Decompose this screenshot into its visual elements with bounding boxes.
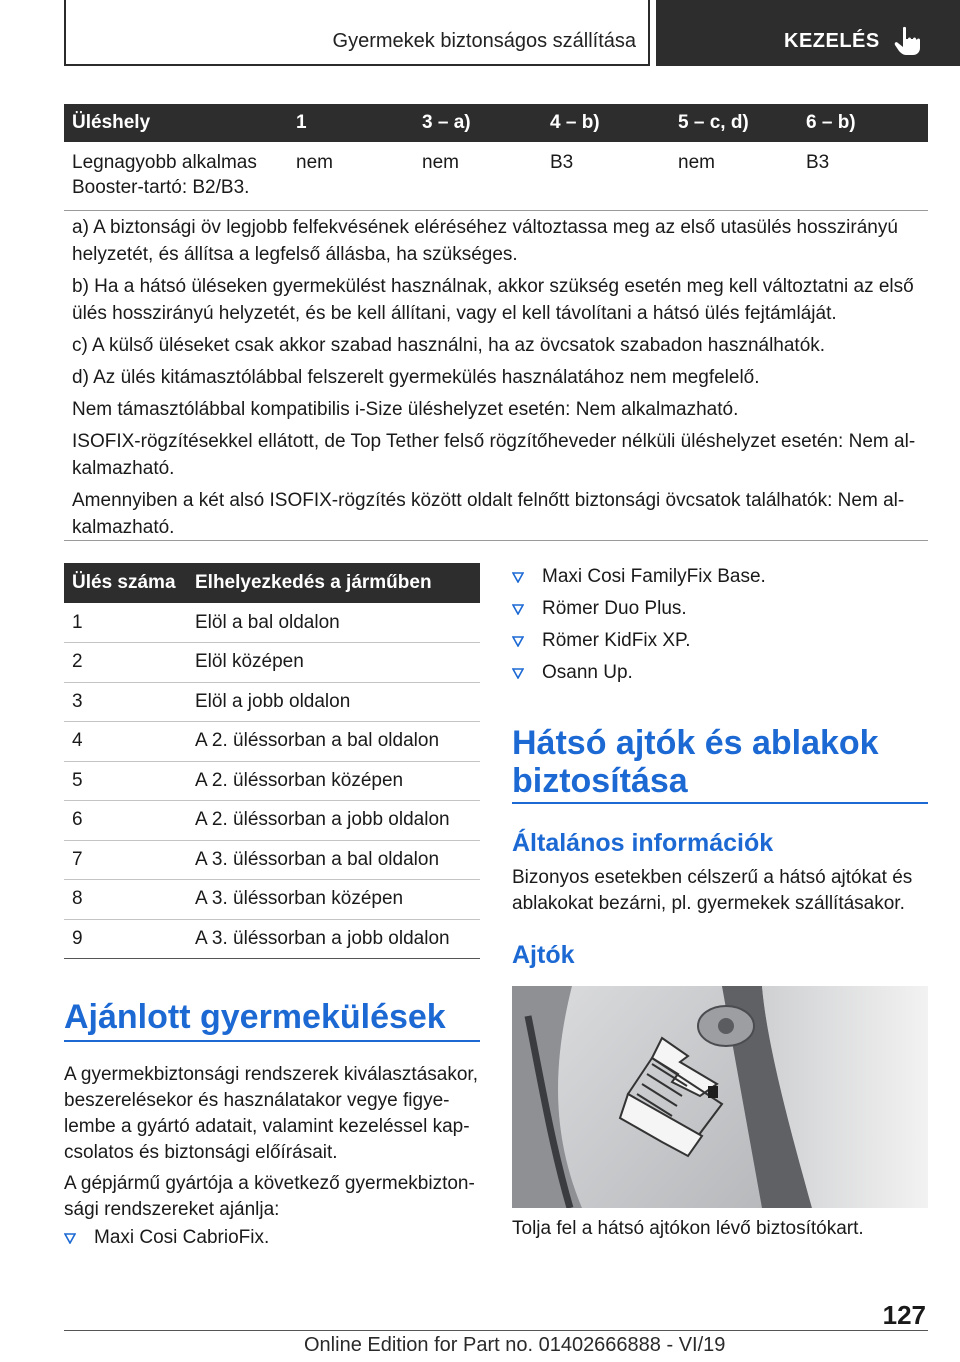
- pointing-hand-icon: [894, 26, 922, 56]
- table-notes: [72, 214, 928, 546]
- footer-edition: Online Edition for Part no. 01402666888 - VI/19: [304, 1334, 726, 1356]
- table-cell: 2: [64, 643, 187, 683]
- list-item-label: Osann Up.: [542, 662, 633, 683]
- table-row: [64, 880, 480, 920]
- table-header-cell: Ülés száma: [64, 563, 187, 603]
- chapter-label: KEZELÉS: [784, 30, 880, 52]
- list-item-label: Maxi Cosi CabrioFix.: [94, 1227, 270, 1248]
- body-paragraph: A gyermekbiztonsági rendszerek kiválasztásakor, beszerelésekor és használatakor vegye figyelembe a gyártó adatait, valamint kezeléssel kapcsolatos és biztonsági előírásait.: [64, 1064, 478, 1163]
- recommended-heading: Ajánlott gyermekülések: [64, 998, 446, 1036]
- table-cell: A 2. üléssorban a bal oldalon: [187, 722, 480, 762]
- table-cell: A 2. üléssorban középen: [187, 761, 480, 801]
- header-section-box: [64, 0, 650, 66]
- note-paragraph: ISOFIX-rögzítésekkel ellátott, de Top Tether felső rögzítőheveder nélküli üléshelyzet esetén: Nem alkalmazható.: [72, 431, 916, 479]
- table-header-cell: 1: [288, 104, 414, 142]
- table-cell: 3: [64, 682, 187, 722]
- header-chapter-tab: [656, 0, 960, 66]
- table-cell: 8: [64, 880, 187, 920]
- doors-heading: Ajtók: [512, 941, 575, 969]
- table-row: [64, 643, 480, 683]
- list-item: [512, 660, 928, 692]
- table-cell: nem: [670, 142, 798, 211]
- child-lock-photo: [512, 986, 928, 1208]
- list-item-label: Römer Duo Plus.: [542, 598, 687, 619]
- rear-doors-heading: Hátsó ajtók és ablakok biztosítása: [512, 724, 879, 800]
- table-header-cell: 3 – a): [414, 104, 542, 142]
- list-item-label: Maxi Cosi FamilyFix Base.: [542, 566, 766, 587]
- table-row: [64, 142, 928, 211]
- general-info-heading: Általános információk: [512, 829, 774, 857]
- section-title: Gyermekek biztonságos szállítása: [332, 30, 636, 52]
- table-cell: Legnagyobb alkalmas Booster-tartó: B2/B3.: [64, 142, 288, 211]
- table-row: [64, 761, 480, 801]
- table-row: [64, 840, 480, 880]
- table-cell: Elöl a jobb oldalon: [187, 682, 480, 722]
- table-header-cell: 4 – b): [542, 104, 670, 142]
- triangle-bullet-icon: [64, 1233, 76, 1244]
- footer-divider: [64, 1330, 928, 1331]
- table-row: [64, 801, 480, 841]
- triangle-bullet-icon: [512, 604, 524, 615]
- table-header-cell: 5 – c, d): [670, 104, 798, 142]
- table-cell: Elöl középen: [187, 643, 480, 683]
- page-number: 127: [882, 1300, 926, 1330]
- note-paragraph: c) A külső üléseket csak akkor szabad használni, ha az övcsatok szabadon használhatók.: [72, 335, 826, 356]
- table-cell: nem: [288, 142, 414, 211]
- recommended-list-right: [512, 564, 928, 692]
- triangle-bullet-icon: [512, 636, 524, 647]
- recommended-body: [64, 1062, 480, 1228]
- table-cell: 9: [64, 919, 187, 959]
- list-item: [512, 564, 928, 596]
- table-cell: Elöl a bal oldalon: [187, 603, 480, 643]
- table-header-row: [64, 104, 928, 142]
- heading-rule: [512, 802, 928, 804]
- note-paragraph: d) Az ülés kitámasztólábbal felszerelt gyermekülés használatához nem megfelelő.: [72, 367, 760, 388]
- table-cell: B3: [798, 142, 928, 211]
- table-cell: 1: [64, 603, 187, 643]
- list-item: [512, 628, 928, 660]
- table-cell: 5: [64, 761, 187, 801]
- table-cell: A 3. üléssorban középen: [187, 880, 480, 920]
- heading-rule: [64, 1040, 480, 1042]
- photo-caption: Tolja fel a hátsó ajtókon lévő biztosítókart.: [512, 1218, 864, 1239]
- table-cell: A 3. üléssorban a bal oldalon: [187, 840, 480, 880]
- note-paragraph: b) Ha a hátsó üléseken gyermekülést használnak, akkor szükség esetén meg kell változtatni az első ülés hosszirányú helyzetét, és be kell állítani, vagy el kell távolítani a hátsó ülés fejtámláját.: [72, 276, 914, 324]
- general-info-text: Bizonyos esetekben célszerű a hátsó ajtókat és ablakokat bezárni, pl. gyermekek szállításakor.: [512, 867, 913, 914]
- recommended-list-left: [64, 1225, 480, 1257]
- table-header-row: [64, 563, 480, 603]
- triangle-bullet-icon: [512, 572, 524, 583]
- seat-position-table: [64, 563, 480, 959]
- note-paragraph: a) A biztonsági öv legjobb felfekvésének eléréséhez változtassa meg az első utasülés hosszirányú helyzetét, és állítsa a legfelső állásba, ha szükséges.: [72, 217, 898, 265]
- table-cell: A 2. üléssorban a jobb oldalon: [187, 801, 480, 841]
- triangle-bullet-icon: [512, 668, 524, 679]
- table-header-cell: Elhelyezkedés a járműben: [187, 563, 480, 603]
- note-paragraph: Nem támasztólábbal kompatibilis i-Size üléshelyzet esetén: Nem alkalmazható.: [72, 399, 739, 420]
- table-cell: A 3. üléssorban a jobb oldalon: [187, 919, 480, 959]
- divider: [64, 540, 928, 541]
- list-item-label: Römer KidFix XP.: [542, 630, 691, 651]
- table-row: [64, 603, 480, 643]
- table-header-cell: 6 – b): [798, 104, 928, 142]
- list-item: [512, 596, 928, 628]
- table-row: [64, 919, 480, 959]
- table-cell: 7: [64, 840, 187, 880]
- body-paragraph: A gépjármű gyártója a következő gyermekbiztonsági rendszereket ajánlja:: [64, 1173, 475, 1220]
- table-header-cell: Üléshely: [64, 104, 288, 142]
- note-paragraph: Amennyiben a két alsó ISOFIX-rögzítés között oldalt felnőtt biztonsági övcsatok találhatók: Nem alkalmazható.: [72, 490, 905, 538]
- table-cell: 6: [64, 801, 187, 841]
- table-row: [64, 682, 480, 722]
- list-item: [64, 1225, 480, 1257]
- table-cell: B3: [542, 142, 670, 211]
- table-cell: nem: [414, 142, 542, 211]
- table-cell: 4: [64, 722, 187, 762]
- booster-seat-table: [64, 104, 928, 211]
- table-row: [64, 722, 480, 762]
